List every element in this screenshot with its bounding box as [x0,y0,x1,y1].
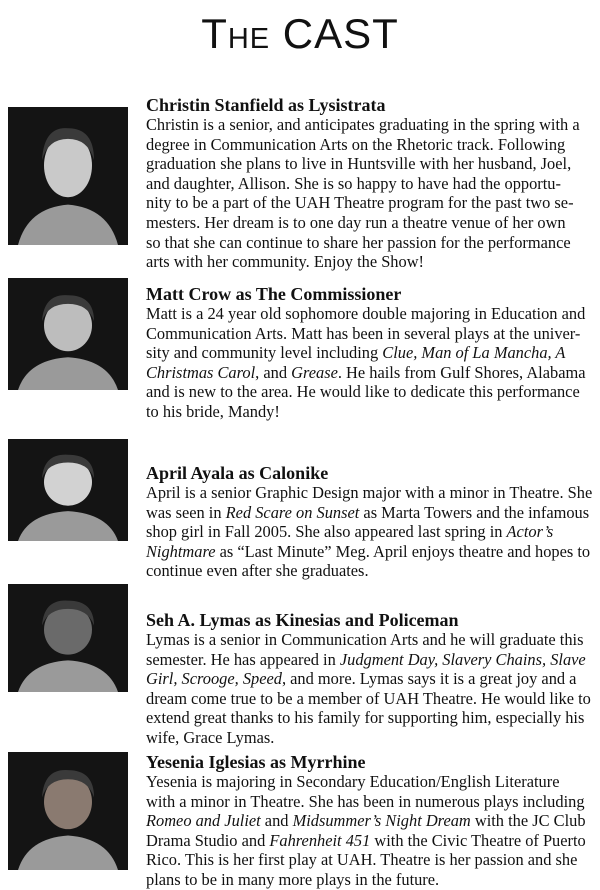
title-italic: Clue, Man of La Mancha, A [382,343,566,363]
bio-line [146,669,596,689]
bio-text: with the Civic Theatre of Puerto [370,830,586,850]
headshot-photo [8,752,128,870]
portrait-image [8,278,128,390]
bio-text: Lymas is a senior in Communication Arts and he will graduate this [146,630,584,649]
bio-text: dream come true to be a member of UAH Theatre. He would like to [146,688,591,708]
bio-line [146,792,596,812]
bio-text: shop girl in Fall 2005. She also appeared last spring in [146,522,507,542]
bio-text: nity to be a part of the UAH Theatre program for the past two se- [146,193,574,213]
title-italic: Actor’s [506,522,554,542]
title-italic: Nightmare [146,541,216,561]
bio-line [146,115,596,135]
bio-text: Matt is a 24 year old sophomore double majoring in Education and [146,304,586,323]
bio-text: sity and community level including [146,343,383,363]
title-italic: Midsummer’s Night Dream [292,811,471,831]
cast-name: Seh A. Lymas as Kinesias and Policeman [146,610,459,630]
title-italic: Fahrenheit 451 [269,830,371,850]
bio-text: and is new to the area. He would like to dedicate this performance [146,382,580,402]
cast-bio [146,772,596,890]
bio-line [146,343,596,363]
bio-text: extend great thanks to his family for supporting him, especially his [146,708,585,728]
bio-text: and [260,811,293,831]
bio-line [146,402,596,422]
bio-text: as Marta Towers and the infamous [359,502,590,522]
bio-text: and daughter, Allison. She is so happy to have had the opportu- [146,173,561,193]
bio-line [146,561,596,581]
cast-name: Yesenia Iglesias as Myrrhine [146,752,366,772]
bio-line [146,324,596,344]
bio-text: arts with her community. Enjoy the Show! [146,252,424,272]
bio-text: degree in Communication Arts on the Rhetoric track. Following [146,134,566,154]
bio-line [146,870,596,890]
title-italic: Christmas Carol [146,362,256,382]
bio-text: continue even after she graduates. [146,561,369,581]
bio-line [146,304,596,324]
bio-line [146,850,596,870]
bio-line [146,233,596,253]
bio-line [146,483,596,503]
portrait-image [8,107,128,245]
bio-text: was seen in [146,502,226,522]
bio-line [146,382,596,402]
bio-text: with the JC Club [470,811,586,831]
headshot-photo [8,278,128,390]
bio-text: semester. He has appeared in [146,649,340,669]
cast-name: April Ayala as Calonike [146,463,329,483]
bio-text: , and more. Lymas says it is a great joy and a [281,669,577,689]
portrait-image [8,439,128,541]
title-italic: Judgment Day, Slavery Chains, Slave [339,649,586,669]
bio-text: with a minor in Theatre. She has been in numerous plays including [146,791,585,811]
bio-line [146,522,596,542]
bio-text: Yesenia is majoring in Secondary Education/English Literature [146,772,560,791]
bio-line [146,811,596,831]
bio-text: Rico. This is her first play at UAH. Theatre is her passion and she [146,850,578,870]
bio-text: Christin is a senior, and anticipates graduating in the spring with a [146,115,580,134]
bio-text: , and [255,362,292,382]
title-italic: Grease [291,362,338,382]
bio-text: so that she can continue to share her passion for the performance [146,232,571,252]
bio-line [146,174,596,194]
headshot-photo [8,439,128,541]
cast-name: Matt Crow as The Commissioner [146,284,402,304]
bio-text: plans to be in many more plays in the future. [146,869,440,889]
bio-line [146,135,596,155]
bio-line [146,154,596,174]
bio-line [146,542,596,562]
cast-name: Christin Stanfield as Lysistrata [146,95,386,115]
cast-bio [146,115,596,272]
cast-bio [146,304,596,422]
headshot-photo [8,107,128,245]
bio-text: graduation she plans to live in Huntsville with her husband, Joel, [146,154,572,174]
bio-text: to his bride, Mandy! [146,401,280,421]
bio-text: as “Last Minute” Meg. April enjoys theatre and hopes to [215,541,591,561]
headshot-photo [8,584,128,692]
bio-line [146,630,596,650]
bio-text: . He hails from Gulf Shores, Alabama [337,362,586,382]
bio-line [146,728,596,748]
portrait-image [8,752,128,870]
bio-line [146,252,596,272]
bio-text: mesters. Her dream is to one day run a theatre venue of her own [146,212,566,232]
bio-line [146,772,596,792]
bio-text: April is a senior Graphic Design major with a minor in Theatre. She [146,483,593,502]
portrait-image [8,584,128,692]
bio-line [146,503,596,523]
bio-text: Communication Arts. Matt has been in several plays at the univer- [146,323,581,343]
title-italic: Romeo and Juliet [146,811,261,831]
bio-line [146,213,596,233]
title-italic: Red Scare on Sunset [225,502,360,522]
bio-text: wife, Grace Lymas. [146,727,275,747]
bio-text: Drama Studio and [146,830,270,850]
page-title: The CAST [201,10,399,57]
cast-bio [146,630,596,748]
title-italic: Girl, Scrooge, Speed [146,669,282,689]
bio-line [146,363,596,383]
bio-line [146,650,596,670]
bio-line [146,831,596,851]
cast-bio [146,483,596,581]
bio-line [146,708,596,728]
bio-line [146,689,596,709]
bio-line [146,193,596,213]
